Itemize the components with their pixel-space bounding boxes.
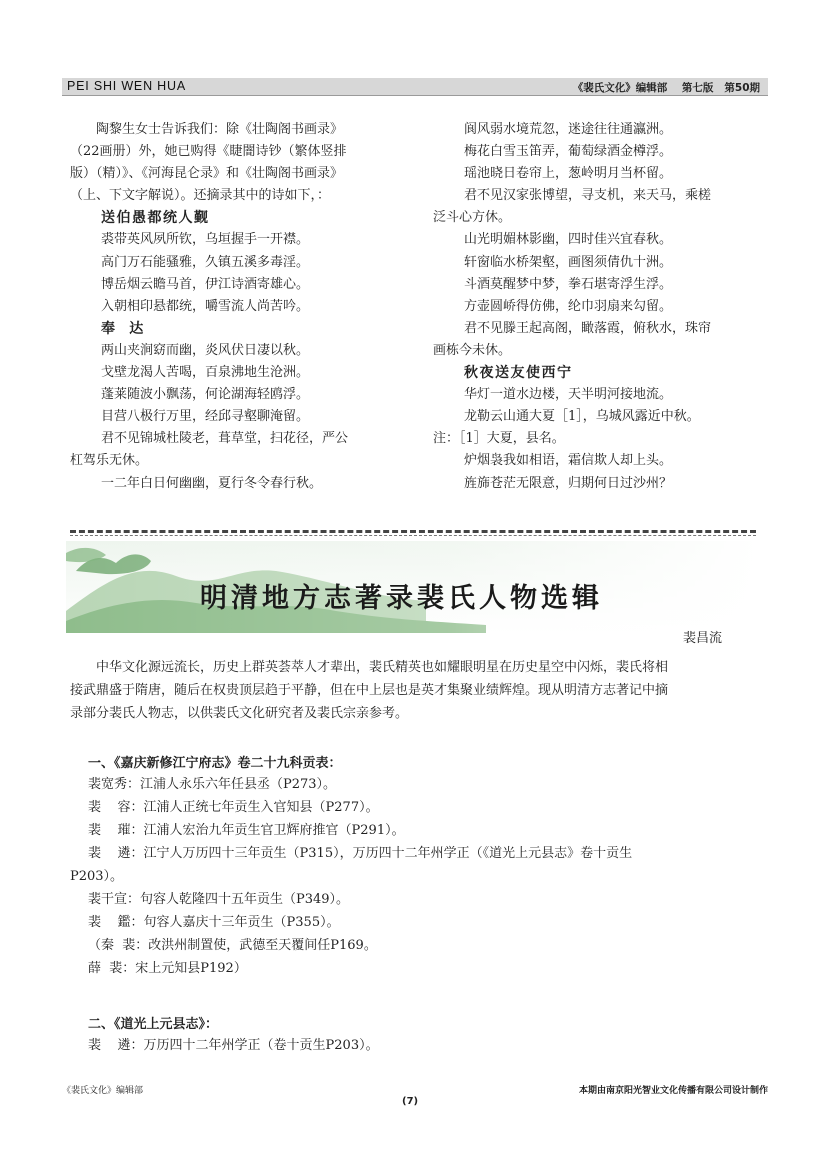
intro-line: （22画册）外，她已购得《睫闇诗钞（繁体竖排 (70, 144, 347, 160)
section-heading: 二、《道光上元县志》： (88, 1017, 219, 1032)
poem-title: 送伯愚都统人觐 (101, 210, 210, 227)
footer-design-credit: 本期由南京阳光智业文化传播有限公司设计制作 (578, 1086, 768, 1096)
poem-line: 瑶池晓日卷帘上，葱岭明月当杯留。 (464, 166, 673, 182)
intro-line: 录部分裴氏人物志，以供裴氏文化研究者及裴氏宗亲参考。 (70, 706, 409, 721)
entry-line: 裴干宣：句容人乾隆四十五年贡生（P349）。 (88, 892, 350, 907)
poem-line: 炉烟袅我如相语，霜信欺人却上头。 (464, 453, 673, 469)
footer-publisher: 《裴氏文化》编辑部 (62, 1086, 144, 1096)
poem-line: 山光明媚林影幽，四时佳兴宜春秋。 (464, 232, 673, 248)
entry-line: 裴 鑑：句容人嘉庆十三年贡生（P355）。 (88, 915, 340, 930)
poem-line: 入朝相印悬都统，嚼雪流人尚苦吟。 (101, 298, 310, 314)
left-column (70, 119, 382, 495)
poem-title: 秋夜送友使西宁 (464, 365, 573, 382)
poem-line: 梅花白雪玉笛弄，葡萄绿酒金樽浮。 (464, 144, 673, 160)
poem-line: 博岳烟云瞻马首，伊江诗酒寄雄心。 (101, 276, 310, 292)
section-divider (70, 530, 756, 533)
poem-line: 画栋今未休。 (433, 342, 512, 358)
article-title: 明清地方志著录裴氏人物选辑 (200, 583, 603, 614)
entry-line: 裴宽秀：江浦人永乐六年任县丞（P273）。 (88, 777, 337, 792)
entry-line: 裴 容：江浦人正统七年贡生入官知县（P277）。 (88, 800, 379, 815)
section1-entries (70, 773, 760, 980)
entry-line: 裴 遴：江宁人万历四十三年贡生（P315），万历四十二年州学正（《道光上元县志》卷十贡生 (88, 846, 633, 861)
poem-title: 奉 达 (101, 320, 145, 337)
poem-line: 两山夹涧窈而幽，炎风伏日凄以秋。 (101, 342, 310, 358)
intro-line: 版）（精）》、《河海昆仑录》和《壮陶阁书画录》 (70, 166, 344, 182)
poem-line: 裘带英风夙所钦，乌垣握手一开襟。 (101, 232, 310, 248)
article-author: 裴昌流 (683, 631, 723, 646)
poem-line: 戈壁龙渴人苦喝，百泉沸地生沧洲。 (101, 365, 310, 381)
poem-line: 阆风弱水境荒忽，迷途往往通瀛洲。 (464, 122, 673, 137)
intro-line: 中华文化源远流长，历史上群英荟萃人才辈出，裴氏精英也如耀眼明星在历史星空中闪烁，裴氏将相 (96, 660, 669, 675)
poem-line: 旌旆苍茫无限意，归期何日过沙州？ (464, 475, 673, 491)
poem-line: 轩窗临水桥架壑，画图须倩仇十洲。 (464, 254, 673, 270)
section2-entries (70, 1034, 760, 1057)
header-issue-info: 《裴氏文化》编辑部 第七版 第50期 (572, 82, 760, 94)
entry-line: 裴 璀：江浦人宏治九年贡生官卫辉府推官（P291）。 (88, 823, 405, 838)
poem-line: 斗酒莫醒梦中梦，拳石堪寄浮生浮。 (464, 276, 673, 292)
intro-line: （上、下文字解说）。还摘录其中的诗如下，： (70, 188, 331, 204)
entry-line: 裴 遴：万历四十二年州学正（卷十贡生P203）。 (88, 1038, 379, 1053)
poem-line: 高门万石能骚雅，久镇五溪多毒淫。 (101, 254, 310, 270)
section-divider-thin (70, 535, 756, 536)
header-publication-name: PEI SHI WEN HUA (67, 79, 186, 93)
poem-line: 方壶圆峤得仿佛，纶巾羽扇来勾留。 (464, 298, 673, 314)
entry-line: （秦 裴：改洪州制置使，武德至天覆间任P169。 (88, 938, 377, 953)
poem-line: 君不见汉家张博望，寻支机，来天马，乘槎 (464, 188, 712, 204)
header-bar (62, 78, 768, 96)
page-number: (7) (402, 1096, 419, 1107)
poem-line: 龙勒云山通大夏［1］，乌城风露近中秋。 (464, 409, 700, 425)
poem-line: 君不见滕王起高阁，瞰落霞，俯秋水，珠帘 (464, 320, 712, 336)
intro-line: 接武鼎盛于隋唐，随后在权贵顶层趋于平静，但在中上层也是英才集聚业绩辉煌。现从明清方志著记中摘 (70, 683, 669, 698)
poem-line: 一二年白日何幽幽，夏行冬令春行秋。 (101, 475, 323, 491)
poem-line: 泛斗心方休。 (433, 210, 512, 226)
poem-line: 华灯一道水边楼，天半明河接地流。 (464, 387, 673, 403)
section-heading: 一、《嘉庆新修江宁府志》卷二十九科贡表： (88, 756, 342, 771)
poem-line: 杠驾乐无休。 (70, 453, 149, 469)
poem-line: 君不见锦城杜陵老，葺草堂，扫花径，严公 (101, 431, 349, 447)
poem-line: 蓬莱随波小飘荡，何论湖海轻鸥浮。 (101, 387, 310, 403)
footnote: 注：［1］大夏，县名。 (433, 431, 565, 447)
right-column (433, 119, 759, 495)
poem-line: 目营八极行万里，经邱寻壑聊淹留。 (101, 409, 310, 425)
article-intro (70, 656, 760, 725)
intro-line: 陶黎生女士告诉我们：除《壮陶阁书画录》 (96, 122, 344, 137)
entry-line: 薛 裴：宋上元知县P192） (88, 961, 247, 976)
entry-line: P203）。 (70, 869, 124, 884)
